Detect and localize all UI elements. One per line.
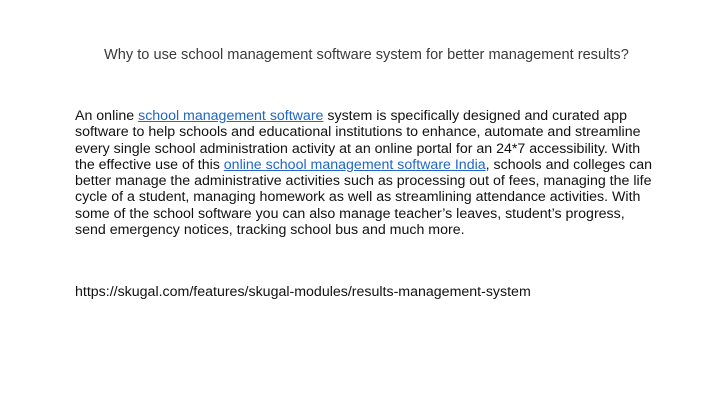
source-url: https://skugal.com/features/skugal-modules/results-management-system	[75, 284, 531, 300]
slide-title: Why to use school management software system for better management results?	[104, 47, 629, 63]
paragraph-text-1: An online	[75, 108, 139, 124]
body-paragraph	[75, 108, 655, 238]
link-school-management-software[interactable]: school management software	[138, 108, 324, 124]
paragraph-text-2: system is specifically designed and curated app software to help schools and educational institutions to enhance, automate and streamline every single school administration activity at an online portal for an 24*7 accessibility. With the effective use of this	[75, 108, 641, 173]
link-online-school-management-software-india[interactable]: online school management software India	[223, 156, 486, 173]
paragraph-text-3: , schools and colleges can better manage the administrative activities such as processing out of fees, managing the life cycle of a student, managing homework as well as streamlining attendance activities. With some of the school software you can also manage teacher’s leaves, student’s progress, send emergency notices, tracking school bus and much more.	[75, 156, 653, 239]
